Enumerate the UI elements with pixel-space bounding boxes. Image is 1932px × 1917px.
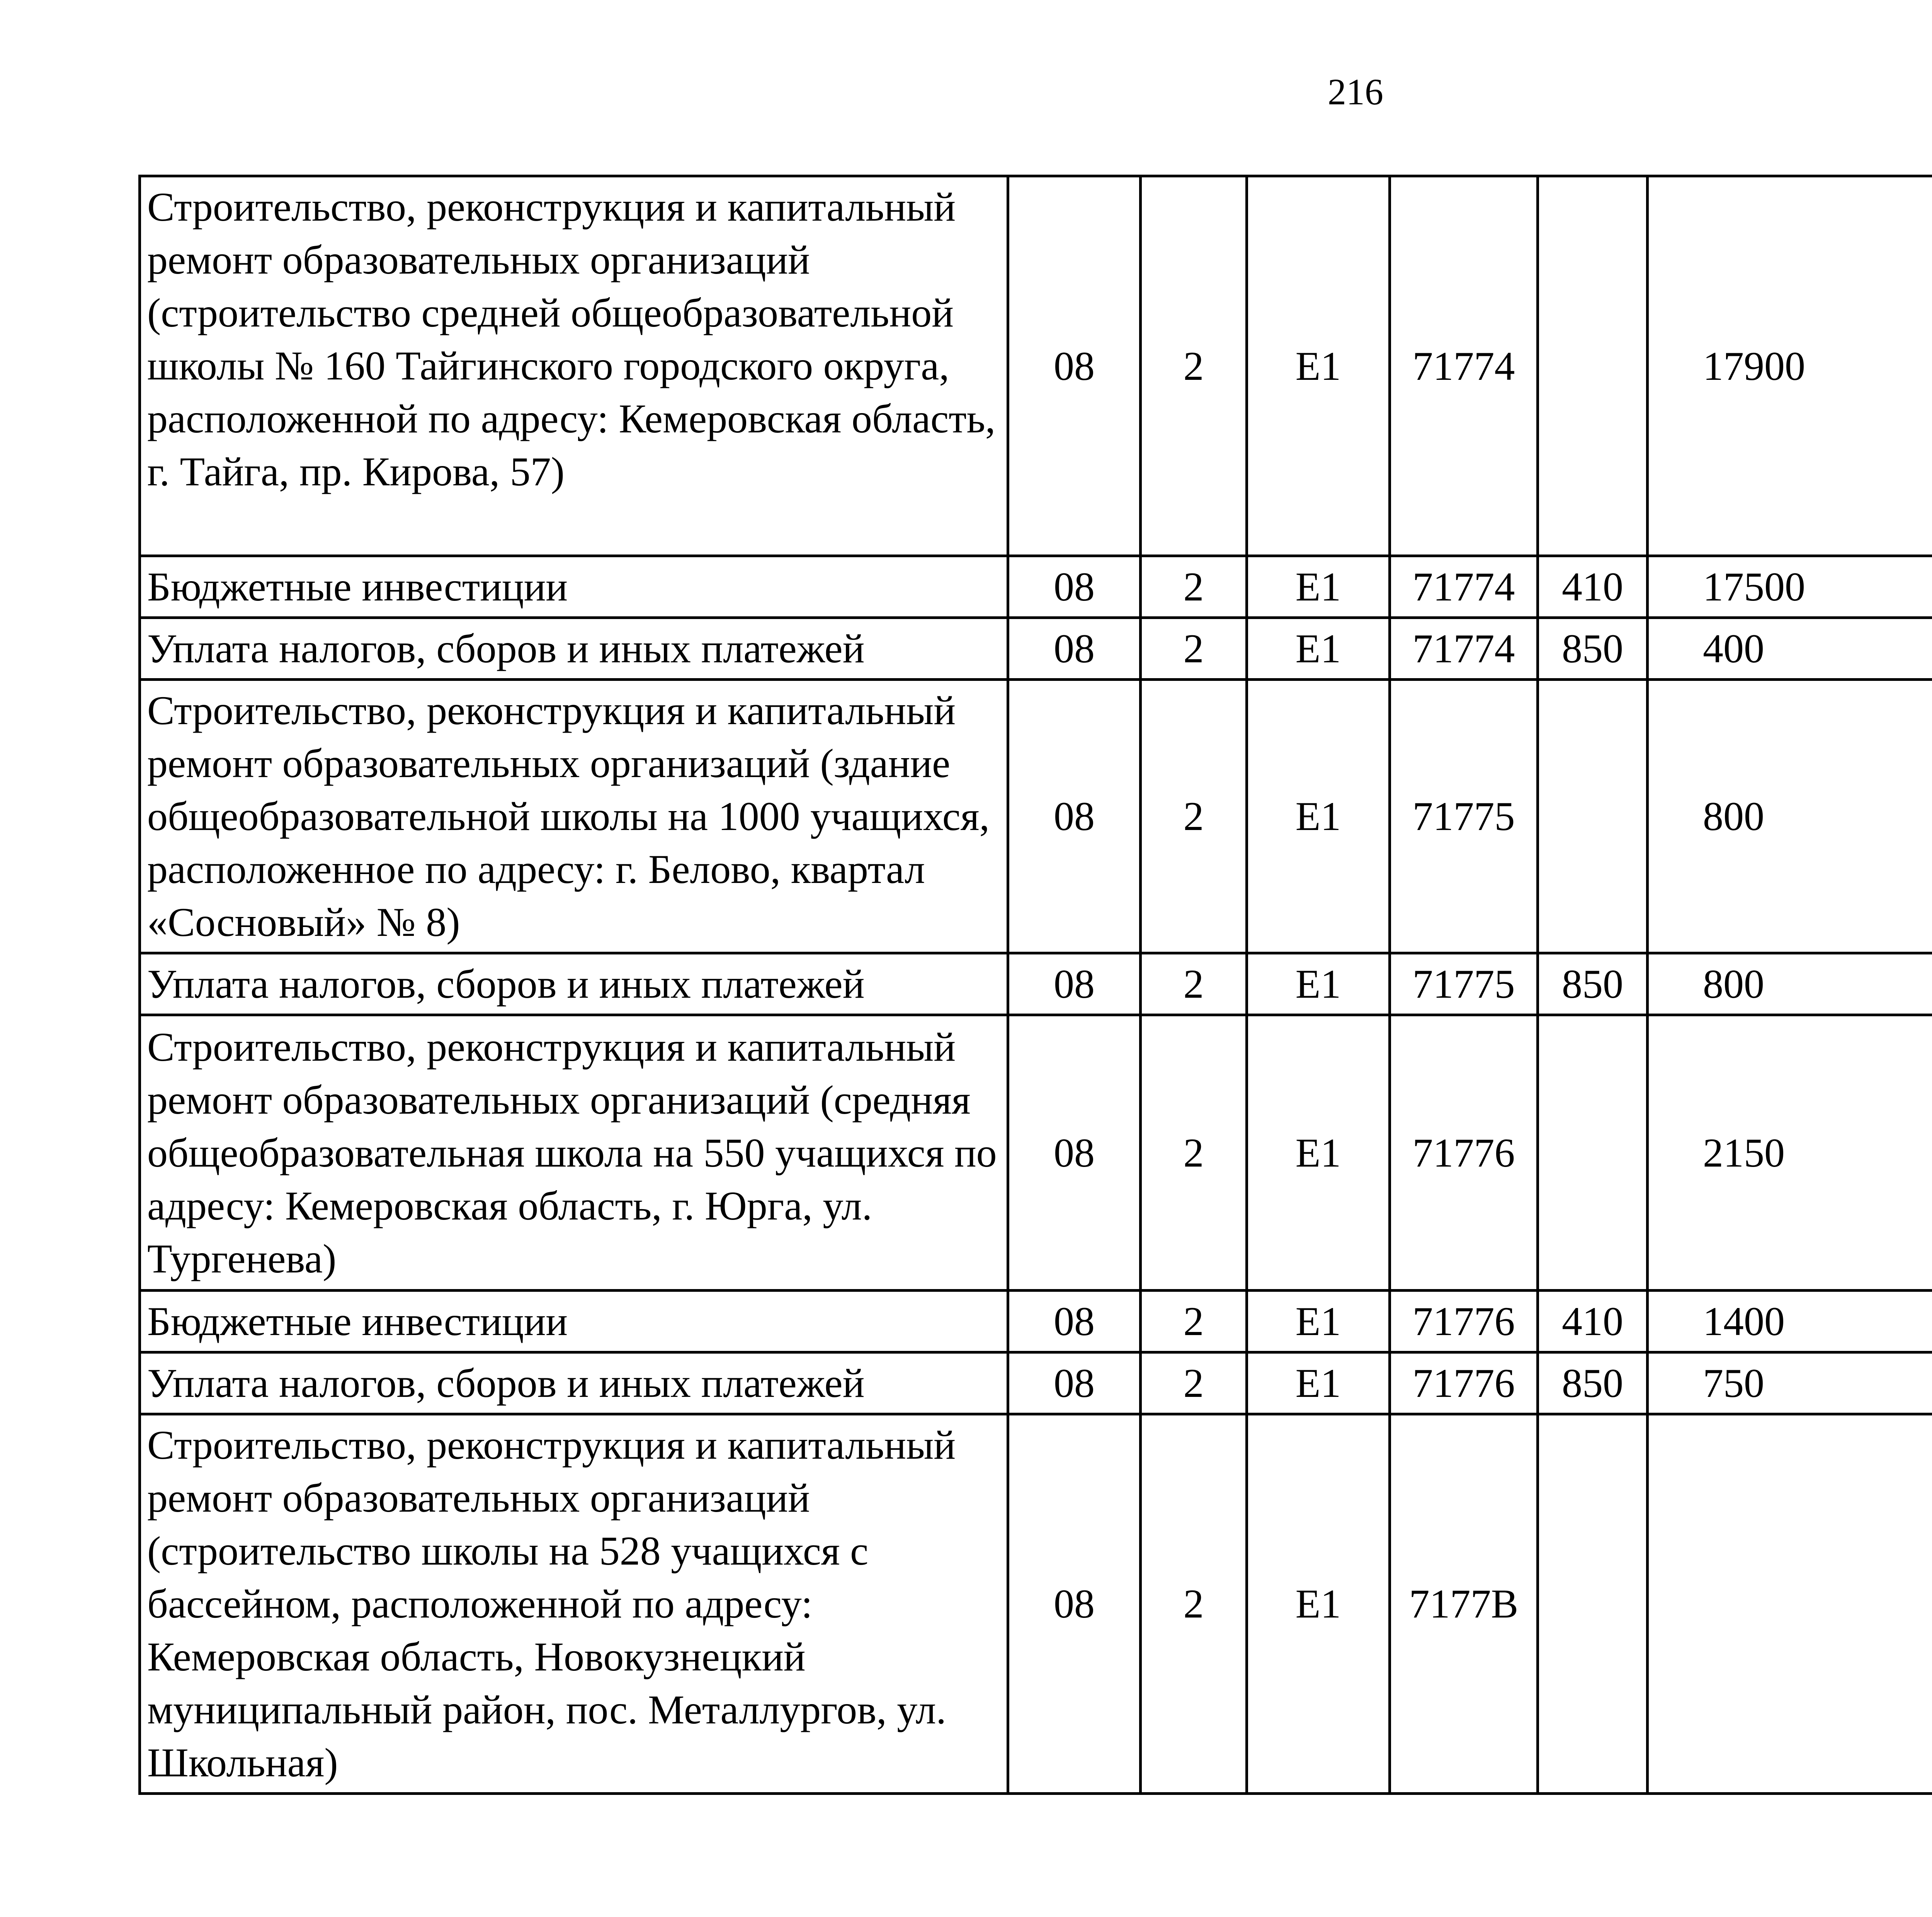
section-cell: 08 [1008,1291,1141,1352]
code-cell: 71774 [1390,176,1538,556]
subsection-cell: 2 [1141,1352,1247,1414]
row-name-cell: Строительство, реконструкция и капитальный ремонт образовательных организаций (здание общеобразовательной школы на 1000 учащихся, расположенное по адресу: г. Белово, квартал «Сосновый» № 8) [140,680,1008,953]
subsection-cell: 2 [1141,176,1247,556]
row-name-cell: Строительство, реконструкция и капитальный ремонт образовательных организаций (строительство школы на 528 учащихся с бассейном, расположенной по адресу: Кемеровская область, Новокузнецкий муниципальный район, пос. Металлургов, ул. Школьная) [140,1414,1008,1794]
code-cell: 7177В [1390,1414,1538,1794]
row-name-cell: Бюджетные инвестиции [140,556,1008,618]
expense-type-cell: 410 [1538,556,1648,618]
subsection-cell: 2 [1141,680,1247,953]
subsection-cell: 2 [1141,1414,1247,1794]
section-cell: 08 [1008,556,1141,618]
expense-type-cell [1538,1414,1648,1794]
table-row [140,176,1932,556]
section-cell: 08 [1008,953,1141,1015]
section-cell: 08 [1008,1015,1141,1291]
table-row [140,556,1932,618]
code-cell: 71775 [1390,953,1538,1015]
row-name-cell: Бюджетные инвестиции [140,1291,1008,1352]
expense-type-cell: 850 [1538,1352,1648,1414]
row-name-cell: Строительство, реконструкция и капитальный ремонт образовательных организаций (строительство средней общеобразовательной школы № 160 Тайгинского городского округа, расположенной по адресу: Кемеровская область, г. Тайга, пр. Кирова, 57) [140,176,1008,556]
program-cell: Е1 [1247,556,1390,618]
expense-type-cell [1538,1015,1648,1291]
amount-1-cell: 800 [1648,680,1932,953]
subsection-cell: 2 [1141,953,1247,1015]
expense-type-cell: 850 [1538,618,1648,680]
table-row [140,1291,1932,1352]
section-cell: 08 [1008,176,1141,556]
program-cell: Е1 [1247,176,1390,556]
row-name-cell: Уплата налогов, сборов и иных платежей [140,953,1008,1015]
row-name-cell: Уплата налогов, сборов и иных платежей [140,618,1008,680]
expense-type-cell: 850 [1538,953,1648,1015]
amount-1-cell: 17900 [1648,176,1932,556]
section-cell: 08 [1008,1414,1141,1794]
table-row [140,1414,1932,1794]
table-row [140,1015,1932,1291]
row-name-cell: Строительство, реконструкция и капитальный ремонт образовательных организаций (средняя общеобразовательная школа на 550 учащихся по адресу: Кемеровская область, г. Юрга, ул. Тургенева) [140,1015,1008,1291]
subsection-cell: 2 [1141,1291,1247,1352]
table-row [140,680,1932,953]
row-name-cell: Уплата налогов, сборов и иных платежей [140,1352,1008,1414]
program-cell: Е1 [1247,1015,1390,1291]
section-cell: 08 [1008,680,1141,953]
subsection-cell: 2 [1141,618,1247,680]
table-row [140,1352,1932,1414]
expense-type-cell [1538,176,1648,556]
code-cell: 71775 [1390,680,1538,953]
code-cell: 71776 [1390,1352,1538,1414]
program-cell: Е1 [1247,1414,1390,1794]
amount-1-cell: 800 [1648,953,1932,1015]
budget-table [138,175,1932,1795]
program-cell: Е1 [1247,1291,1390,1352]
code-cell: 71774 [1390,618,1538,680]
expense-type-cell: 410 [1538,1291,1648,1352]
section-cell: 08 [1008,1352,1141,1414]
table-row [140,618,1932,680]
amount-1-cell: 750 [1648,1352,1932,1414]
amount-1-cell: 17500 [1648,556,1932,618]
code-cell: 71774 [1390,556,1538,618]
program-cell: Е1 [1247,1352,1390,1414]
subsection-cell: 2 [1141,1015,1247,1291]
expense-type-cell [1538,680,1648,953]
amount-1-cell: 400 [1648,618,1932,680]
code-cell: 71776 [1390,1291,1538,1352]
amount-1-cell [1648,1414,1932,1794]
code-cell: 71776 [1390,1015,1538,1291]
program-cell: Е1 [1247,680,1390,953]
table-row [140,953,1932,1015]
program-cell: Е1 [1247,953,1390,1015]
page-number: 216 [1328,71,1383,112]
program-cell: Е1 [1247,618,1390,680]
amount-1-cell: 1400 [1648,1291,1932,1352]
amount-1-cell: 2150 [1648,1015,1932,1291]
section-cell: 08 [1008,618,1141,680]
subsection-cell: 2 [1141,556,1247,618]
